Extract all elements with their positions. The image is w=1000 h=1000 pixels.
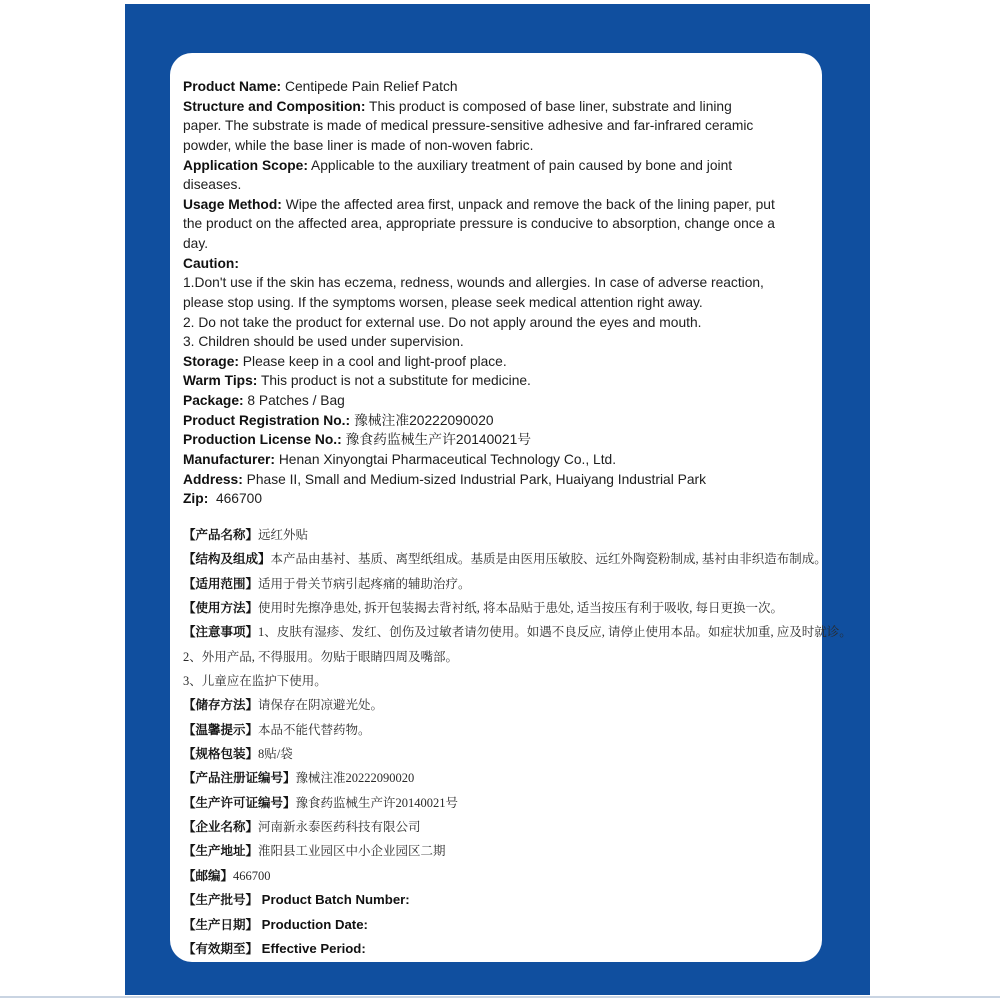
field-value: This product is composed of base liner, substrate and lining xyxy=(365,98,732,114)
text-line xyxy=(183,430,821,450)
text-line xyxy=(183,371,821,391)
field-label: 【使用方法】 xyxy=(183,601,259,616)
text-line xyxy=(183,293,821,313)
field-label: 【结构及组成】 xyxy=(183,552,271,567)
field-value: the product on the affected area, appropriate pressure is conducive to absorption, change once a xyxy=(183,216,775,232)
field-label: 【温馨提示】 xyxy=(183,722,259,737)
field-value: 适用于骨关节病引起疼痛的辅助治疗。 xyxy=(258,576,471,591)
text-line xyxy=(183,523,821,547)
field-value: 河南新永泰医药科技有限公司 xyxy=(258,820,421,835)
field-value: 豫食药监械生产许20140021号 xyxy=(295,795,459,810)
field-label-bold-latin: Production Date: xyxy=(258,916,368,932)
field-label: 【注意事项】 xyxy=(183,625,259,640)
text-line xyxy=(183,470,821,490)
text-line xyxy=(183,234,821,254)
field-label: 【产品注册证编号】 xyxy=(183,771,296,786)
text-line xyxy=(183,839,821,863)
text-line xyxy=(183,669,821,693)
field-label: Usage Method: xyxy=(183,196,282,212)
text-line xyxy=(183,332,821,352)
field-label: Product Name: xyxy=(183,79,282,94)
text-line xyxy=(183,815,821,839)
text-line xyxy=(183,195,821,215)
text-line xyxy=(183,742,821,766)
text-line xyxy=(183,411,821,431)
field-label: Manufacturer: xyxy=(183,451,275,467)
field-label: Zip: xyxy=(183,491,209,507)
field-value: 远红外贴 xyxy=(258,528,309,542)
text-line xyxy=(183,214,821,234)
field-value: diseases. xyxy=(183,177,242,193)
text-line xyxy=(183,913,821,937)
field-value: 本品不能代替药物。 xyxy=(258,722,371,737)
field-value: 466700 xyxy=(208,491,263,507)
field-label: 【生产批号】 xyxy=(183,893,259,908)
field-label: Warm Tips: xyxy=(183,373,258,389)
text-line xyxy=(183,718,821,742)
field-value: 8贴/袋 xyxy=(258,747,293,762)
text-line xyxy=(183,352,821,372)
field-value: 本产品由基衬、基质、离型纸组成。基质是由医用压敏胶、远红外陶瓷粉制成, 基衬由非织造布制成。 xyxy=(270,552,827,567)
field-value: 使用时先擦净患处, 拆开包装揭去背衬纸, 将本品贴于患处, 适当按压有利于吸收, 每日更换一次。 xyxy=(258,601,784,616)
field-label: Package: xyxy=(183,393,244,408)
field-value: 1.Don't use if the skin has eczema, redness, wounds and allergies. In case of adverse reaction, xyxy=(183,275,764,291)
field-value: Centipede Pain Relief Patch xyxy=(281,79,458,94)
text-line xyxy=(183,547,827,571)
field-value: Applicable to the auxiliary treatment of pain caused by bone and joint xyxy=(307,157,733,173)
text-line xyxy=(183,175,821,195)
english-section xyxy=(183,77,821,509)
text-line xyxy=(183,313,821,333)
field-value: 豫食药监械生产许20140021号 xyxy=(341,432,532,448)
field-value: Henan Xinyongtai Pharmaceutical Technology Co., Ltd. xyxy=(275,451,617,467)
field-label: 【生产许可证编号】 xyxy=(183,795,296,810)
text-line xyxy=(183,766,821,790)
text-line xyxy=(183,77,821,97)
text-line xyxy=(183,116,821,136)
field-label: Structure and Composition: xyxy=(183,98,366,114)
text-line xyxy=(183,450,821,470)
field-value: Phase II, Small and Medium-sized Industrial Park, Huaiyang Industrial Park xyxy=(242,471,706,487)
text-line xyxy=(183,645,821,669)
label-card xyxy=(170,53,852,962)
field-value: paper. The substrate is made of medical pressure-sensitive adhesive and far-infrared ceramic xyxy=(183,118,754,134)
text-line xyxy=(183,937,821,961)
field-label-bold-latin: Effective Period: xyxy=(258,940,366,956)
field-value: 请保存在阴凉避光处。 xyxy=(258,698,384,713)
text-line xyxy=(183,391,821,411)
text-line xyxy=(183,273,821,293)
field-value: 淮阳县工业园区中小企业园区二期 xyxy=(258,844,446,859)
field-value: 2. Do not take the product for external use. Do not apply around the eyes and mouth. xyxy=(183,314,702,330)
field-label: 【邮编】 xyxy=(183,868,234,883)
field-value: 2、外用产品, 不得服用。勿贴于眼睛四周及嘴部。 xyxy=(183,649,459,664)
text-line xyxy=(183,620,852,644)
field-value: 1、皮肤有湿疹、发红、创伤及过敏者请勿使用。如遇不良反应, 请停止使用本品。如症状加重, 应及时就诊。 xyxy=(258,625,852,640)
field-label: 【储存方法】 xyxy=(183,698,259,713)
field-value: 466700 xyxy=(233,868,271,883)
field-value: please stop using. If the symptoms worsen, please seek medical attention right away. xyxy=(183,294,703,310)
field-label: 【规格包装】 xyxy=(183,747,259,762)
field-label-bold-latin: Product Batch Number: xyxy=(258,892,410,908)
field-label: Production License No.: xyxy=(183,432,342,448)
text-line xyxy=(183,156,821,176)
field-value: Wipe the affected area first, unpack and remove the back of the lining paper, put xyxy=(281,196,775,212)
text-line xyxy=(183,97,821,117)
text-line xyxy=(183,489,821,509)
field-value: 豫械注准20222090020 xyxy=(295,771,415,786)
field-label: 【生产地址】 xyxy=(183,844,259,859)
field-label: 【企业名称】 xyxy=(183,820,259,835)
field-value: 3. Children should be used under supervision. xyxy=(183,334,464,350)
field-label: 【适用范围】 xyxy=(183,576,259,591)
text-line xyxy=(183,596,821,620)
text-line xyxy=(183,572,821,596)
text-line xyxy=(183,864,821,888)
text-line xyxy=(183,791,821,815)
field-label: Caution: xyxy=(183,255,239,271)
field-label: Address: xyxy=(183,471,243,487)
text-line xyxy=(183,888,821,912)
text-line xyxy=(183,254,821,274)
field-value: 3、儿童应在监护下使用。 xyxy=(183,674,327,689)
field-label: 【生产日期】 xyxy=(183,917,259,932)
field-label: Storage: xyxy=(183,353,239,369)
field-label: 【产品名称】 xyxy=(183,528,259,542)
field-value: 豫械注准20222090020 xyxy=(350,412,494,428)
field-value: day. xyxy=(183,236,209,251)
chinese-section xyxy=(183,523,852,961)
bottom-edge-line xyxy=(0,996,1000,998)
field-label: 【有效期至】 xyxy=(183,941,259,956)
field-value: Please keep in a cool and light-proof place. xyxy=(238,353,507,369)
field-value: 8 Patches / Bag xyxy=(243,393,345,408)
field-label: Product Registration No.: xyxy=(183,412,351,428)
blue-background-panel xyxy=(125,4,870,995)
field-value: This product is not a substitute for medicine. xyxy=(257,373,531,389)
field-label: Application Scope: xyxy=(183,157,308,173)
text-line xyxy=(183,693,821,717)
text-line xyxy=(183,136,821,156)
field-value: powder, while the base liner is made of non-woven fabric. xyxy=(183,137,534,153)
